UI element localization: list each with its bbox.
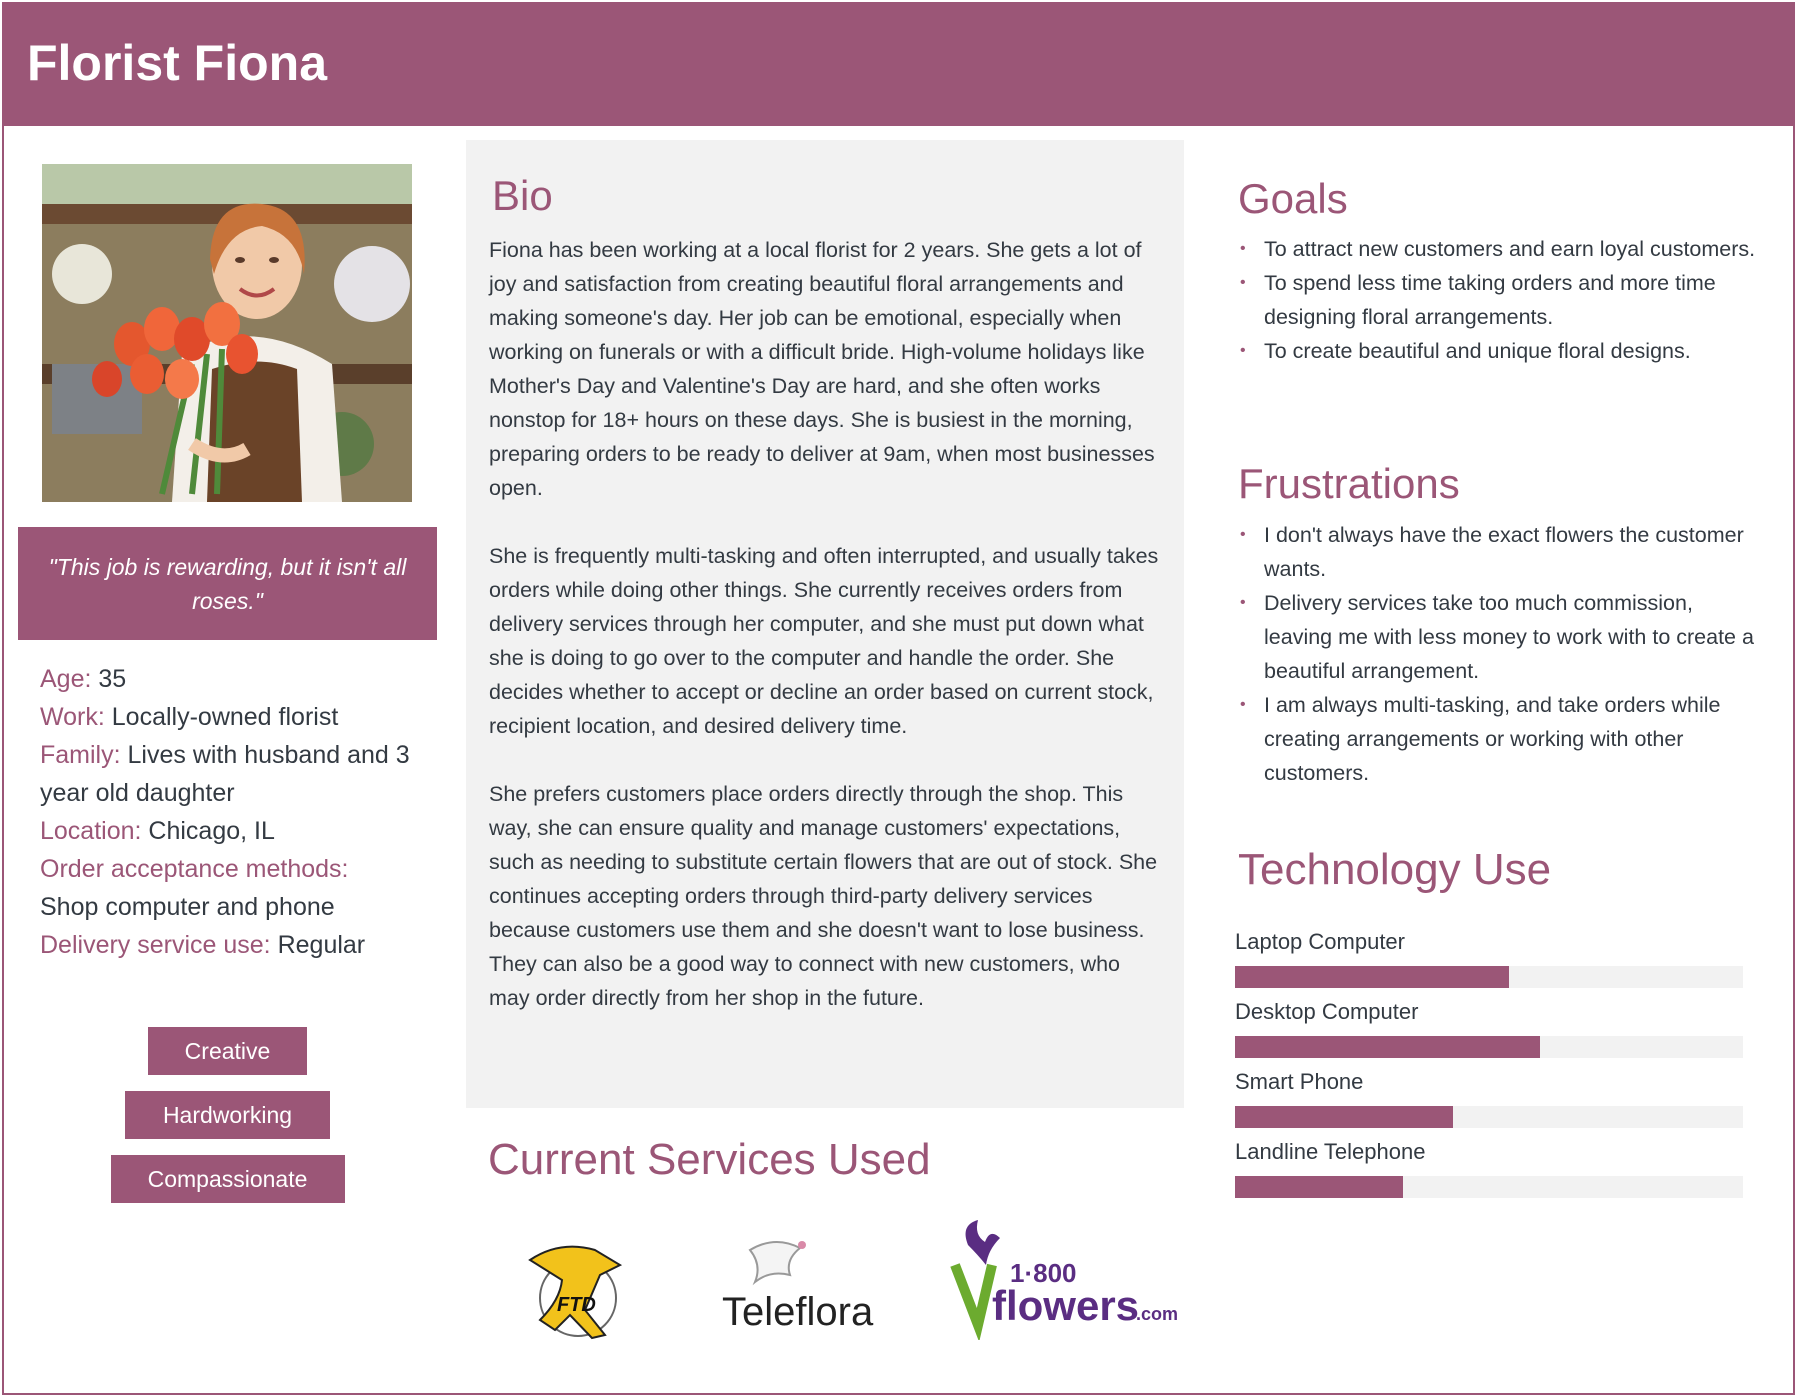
bio-paragraph: Fiona has been working at a local florist for 2 years. She gets a lot of joy and satisfaction from creating beautiful floral arrangements and making someone's day. Her job can be emotional, especially when working on funerals or with a difficult bride. High-volume holidays like Mother's Day and Valentine's Day are hard, and she often works nonstop for 18+ hours on these days. She is busiest in the morning, preparing orders to be ready to deliver at 9am, when most businesses open. (489, 238, 1155, 500)
tech-label: Smart Phone (1235, 1069, 1364, 1094)
persona-facts (40, 660, 420, 964)
svg-text:FTD: FTD (557, 1294, 596, 1316)
trait-badge: Hardworking (125, 1091, 330, 1139)
technology-title: Technology Use (1238, 845, 1552, 894)
tech-item (1235, 1134, 1743, 1204)
frustrations-list (1240, 518, 1760, 790)
bio-title: Bio (492, 172, 553, 219)
service-logos (500, 1220, 1200, 1340)
ftd-logo (530, 1247, 620, 1338)
persona-quote: "This job is rewarding, but it isn't all roses." (18, 527, 437, 640)
goals-title: Goals (1238, 175, 1348, 222)
teleflora-logo (722, 1241, 874, 1334)
tech-item (1235, 994, 1743, 1064)
goals-list (1240, 232, 1760, 368)
list-item: • Delivery services take too much commission, leaving me with less money to work with to create a beautiful arrangement. (1240, 586, 1760, 688)
tech-bar-track (1235, 1106, 1743, 1128)
tech-bar-fill (1235, 1176, 1403, 1198)
tech-bar-fill (1235, 1036, 1540, 1058)
persona-traits (18, 1027, 437, 1219)
bio-panel (466, 140, 1184, 1108)
tech-bar-track (1235, 1036, 1743, 1058)
list-item: • I don't always have the exact flowers the customer wants. (1240, 518, 1760, 586)
tech-bar-track (1235, 1176, 1743, 1198)
tech-bar-fill (1235, 1106, 1453, 1128)
page-header (2, 2, 1795, 126)
profile-photo (42, 164, 412, 502)
tech-item (1235, 924, 1743, 994)
svg-text:Teleflora: Teleflora (722, 1290, 874, 1334)
frustrations-title: Frustrations (1238, 460, 1460, 507)
1800flowers-logo (955, 1220, 1178, 1329)
fact-location: Location: Chicago, IL (40, 817, 275, 845)
tech-bar-fill (1235, 966, 1509, 988)
fact-age: Age: 35 (40, 665, 127, 693)
fact-work: Work: Locally-owned florist (40, 703, 339, 731)
tech-label: Landline Telephone (1235, 1139, 1426, 1164)
page-title: Florist Fiona (27, 35, 327, 91)
list-item: • To spend less time taking orders and more time designing floral arrangements. (1240, 266, 1760, 334)
fact-order-methods: Order acceptance methods: Shop computer and phone (40, 855, 349, 921)
svg-text:1·800: 1·800 (1010, 1258, 1077, 1288)
trait-badge: Compassionate (111, 1155, 345, 1203)
tech-label: Desktop Computer (1235, 999, 1419, 1024)
tech-item (1235, 1064, 1743, 1134)
svg-text:.com: .com (1136, 1304, 1179, 1324)
tech-bar-track (1235, 966, 1743, 988)
bio-text (489, 233, 1164, 1049)
services-title: Current Services Used (488, 1135, 931, 1184)
bio-paragraph: She is frequently multi-tasking and often interrupted, and usually takes orders while doing other things. She currently receives orders from delivery services through her computer, and she must put down what she is doing to go over to the computer and handle the order. She decides whether to accept or decline an order based on current stock, recipient location, and desired delivery time. (489, 544, 1159, 738)
list-item: • I am always multi-tasking, and take orders while creating arrangements or working with other customers. (1240, 688, 1760, 790)
fact-family: Family: Lives with husband and 3 year old daughter (40, 741, 410, 807)
technology-bars (1235, 924, 1743, 1204)
list-item: • To create beautiful and unique floral designs. (1240, 334, 1760, 368)
trait-badge: Creative (148, 1027, 307, 1075)
tech-label: Laptop Computer (1235, 929, 1405, 954)
bio-paragraph: She prefers customers place orders directly through the shop. This way, she can ensure quality and manage customers' expectations, such as needing to substitute certain flowers that are out of stock. She continues accepting orders through third-party delivery services because customers use them and she doesn't want to lose business. They can also be a good way to connect with new customers, who may order directly from her shop in the future. (489, 782, 1158, 1010)
svg-text:flowers: flowers (992, 1282, 1140, 1329)
fact-delivery-use: Delivery service use: Regular (40, 931, 366, 959)
list-item: • To attract new customers and earn loyal customers. (1240, 232, 1760, 266)
